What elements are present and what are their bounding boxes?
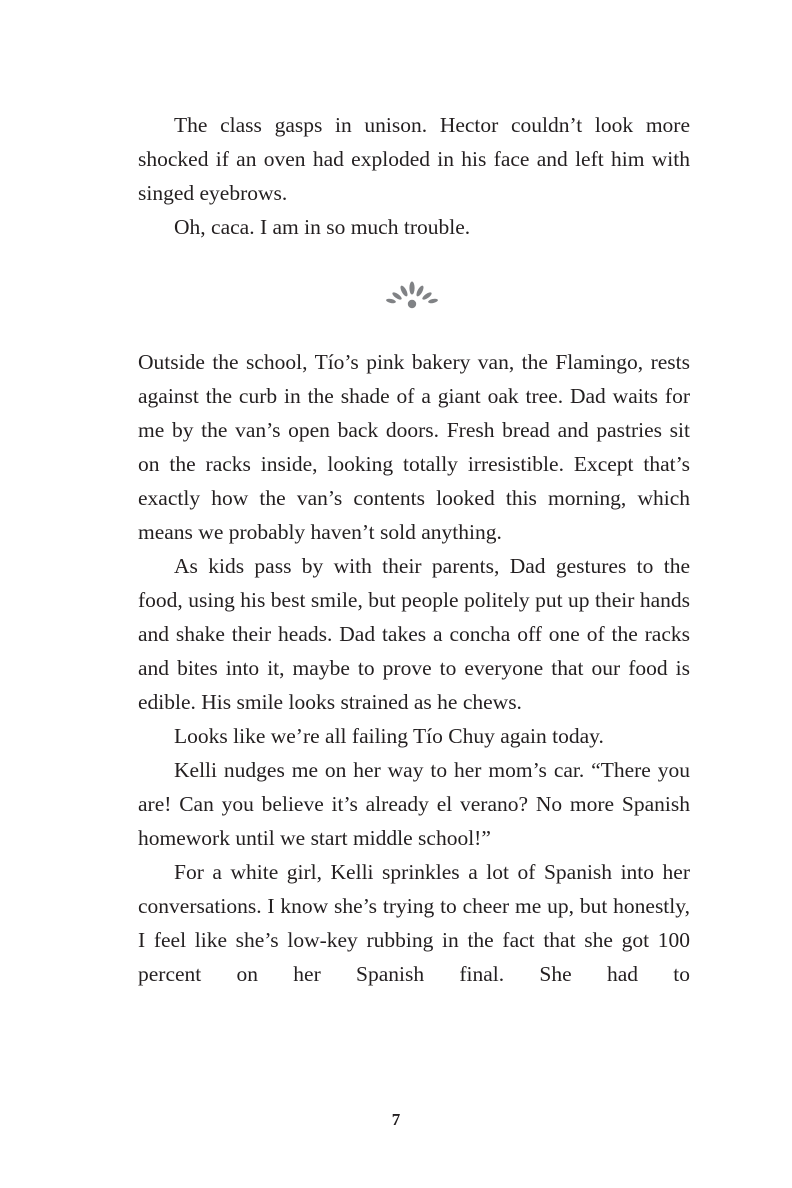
paragraph: The class gasps in unison. Hector couldn’t look more shocked if an oven had exploded in his face and left him with singed eyebrows.	[138, 113, 690, 205]
main-section	[138, 345, 690, 991]
paragraph: Oh, caca. I am in so much trouble.	[174, 215, 471, 239]
paragraph: For a white girl, Kelli sprinkles a lot of Spanish into her conversations. I know she’s trying to cheer me up, but honestly, I feel like she’s low-key rubbing in the fact that she got 100 percent on her Spanish final. She had to	[138, 860, 690, 986]
paragraph: As kids pass by with their parents, Dad gestures to the food, using his best smile, but people politely put up their hands and shake their heads. Dad takes a concha off one of the racks and bites into it, maybe to prove to everyone that our food is edible. His smile looks strained as he chews.	[138, 554, 690, 714]
paragraph: Outside the school, Tío’s pink bakery van, the Flamingo, rests against the curb in the shade of a giant oak tree. Dad waits for me by the van’s open back doors. Fresh bread and pastries sit on the racks inside, looking totally irresistible. Except that’s exactly how the van’s contents looked this morning, which means we probably haven’t sold anything.	[138, 350, 690, 544]
paragraph: Looks like we’re all failing Tío Chuy again today.	[174, 724, 604, 748]
paragraph: Kelli nudges me on her way to her mom’s car. “There you are! Can you believe it’s already el verano? No more Spanish homework until we start middle school!”	[138, 758, 690, 850]
page-number: 7	[391, 1110, 401, 1129]
top-section	[138, 108, 690, 244]
sunburst-ornament-icon	[384, 280, 440, 312]
